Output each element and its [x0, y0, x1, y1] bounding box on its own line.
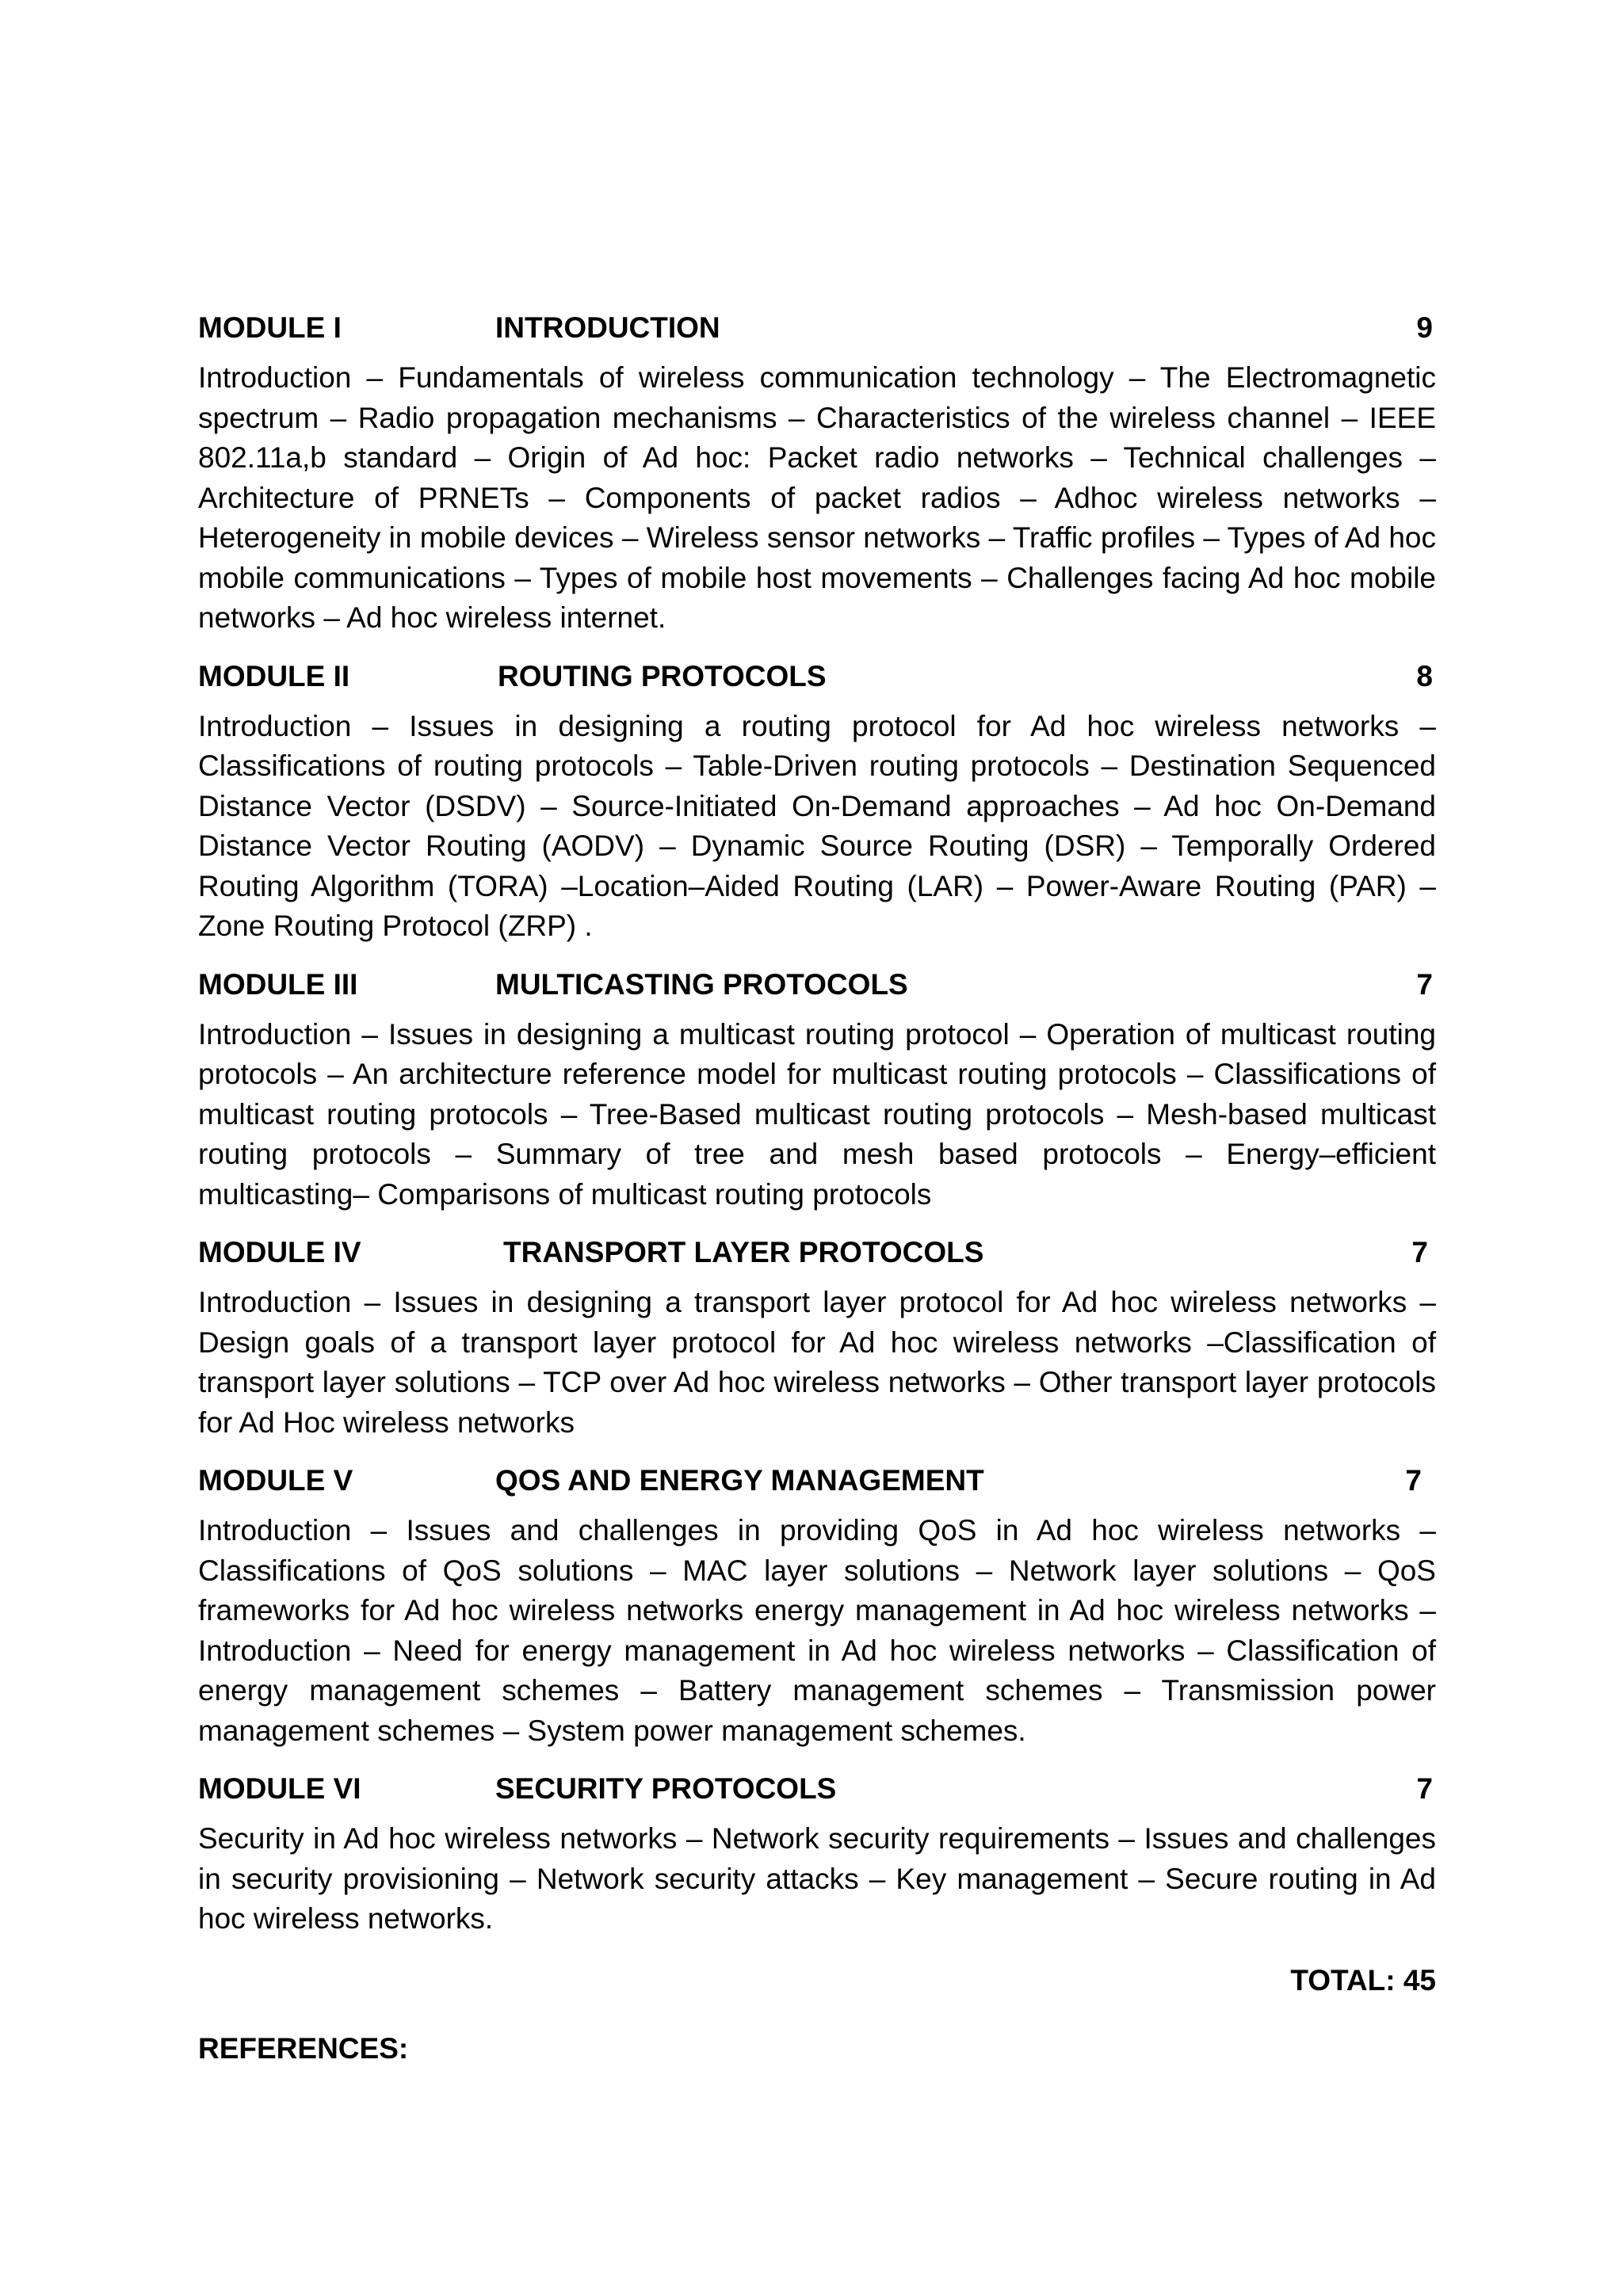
module-hours: 9	[1416, 311, 1433, 344]
module-title: TRANSPORT LAYER PROTOCOLS	[503, 1236, 984, 1268]
module-content: Introduction – Fundamentals of wireless communication technology – The Electromagnetic spectrum – Radio propagation mechanisms – Characteristics of the wireless channel – IEEE 802.11a,b standard – Origin of Ad hoc: Packet radio networks – Technical challenges – Architecture of PRNETs – Components of packet radios – Adhoc wireless networks – Heterogeneity in mobile devices – Wireless sensor networks – Traffic profiles – Types of Ad hoc mobile communications – Types of mobile host movements – Challenges facing Ad hoc mobile networks – Ad hoc wireless internet.	[198, 361, 1436, 634]
module-header	[198, 307, 1436, 349]
module-number: MODULE V	[198, 1464, 353, 1497]
syllabus-page	[198, 307, 1436, 2069]
module-header	[198, 1232, 1436, 1273]
module-title: ROUTING PROTOCOLS	[498, 659, 827, 692]
module-hours: 7	[1411, 1236, 1428, 1268]
module-hours: 7	[1416, 967, 1433, 1001]
module-number: MODULE VI	[198, 1772, 361, 1805]
module-title: QOS AND ENERGY MANAGEMENT	[495, 1464, 984, 1497]
module-hours: 7	[1416, 1772, 1433, 1805]
module-number: MODULE III	[198, 967, 358, 1001]
module-title: SECURITY PROTOCOLS	[495, 1772, 837, 1805]
module-number: MODULE II	[198, 659, 350, 692]
total-hours: TOTAL: 45	[1290, 1963, 1436, 1997]
references-heading: REFERENCES:	[198, 2031, 409, 2065]
module-content: Introduction – Issues in designing a multicast routing protocol – Operation of multicast routing protocols – An architecture reference model for multicast routing protocols – Classifications of multicast routing protocols – Tree-Based multicast routing protocols – Mesh-based multicast routing protocols – Summary of tree and mesh based protocols – Energy–efficient multicasting– Comparisons of multicast routing protocols	[198, 1017, 1436, 1211]
module-title: MULTICASTING PROTOCOLS	[495, 967, 908, 1001]
module-content: Introduction – Issues in designing a transport layer protocol for Ad hoc wireless networks – Design goals of a transport layer protocol for Ad hoc wireless networks –Classification of transport layer solutions – TCP over Ad hoc wireless networks – Other transport layer protocols for Ad Hoc wireless networks	[198, 1286, 1436, 1439]
module-header	[198, 964, 1436, 1005]
module-content: Security in Ad hoc wireless networks – Network security requirements – Issues and challenges in security provisioning – Network security attacks – Key management – Secure routing in Ad hoc wireless networks.	[198, 1822, 1436, 1935]
module-hours: 8	[1416, 659, 1433, 692]
module-header	[198, 1768, 1436, 1810]
module-title: INTRODUCTION	[495, 311, 720, 344]
module-content: Introduction – Issues in designing a routing protocol for Ad hoc wireless networks – Classifications of routing protocols – Table-Driven routing protocols – Destination Sequenced Distance Vector (DSDV) – Source-Initiated On-Demand approaches – Ad hoc On-Demand Distance Vector Routing (AODV) – Dynamic Source Routing (DSR) – Temporally Ordered Routing Algorithm (TORA) –Location–Aided Routing (LAR) – Power-Aware Routing (PAR) – Zone Routing Protocol (ZRP) .	[198, 709, 1436, 942]
module-number: MODULE I	[198, 311, 342, 344]
module-hours: 7	[1405, 1464, 1422, 1497]
module-number: MODULE IV	[198, 1236, 361, 1268]
module-header	[198, 1460, 1436, 1501]
module-content: Introduction – Issues and challenges in providing QoS in Ad hoc wireless networks – Classifications of QoS solutions – MAC layer solutions – Network layer solutions – QoS frameworks for Ad hoc wireless networks energy management in Ad hoc wireless networks –Introduction – Need for energy management in Ad hoc wireless networks – Classification of energy management schemes – Battery management schemes – Transmission power management schemes – System power management schemes.	[198, 1514, 1436, 1747]
module-header	[198, 656, 1436, 697]
